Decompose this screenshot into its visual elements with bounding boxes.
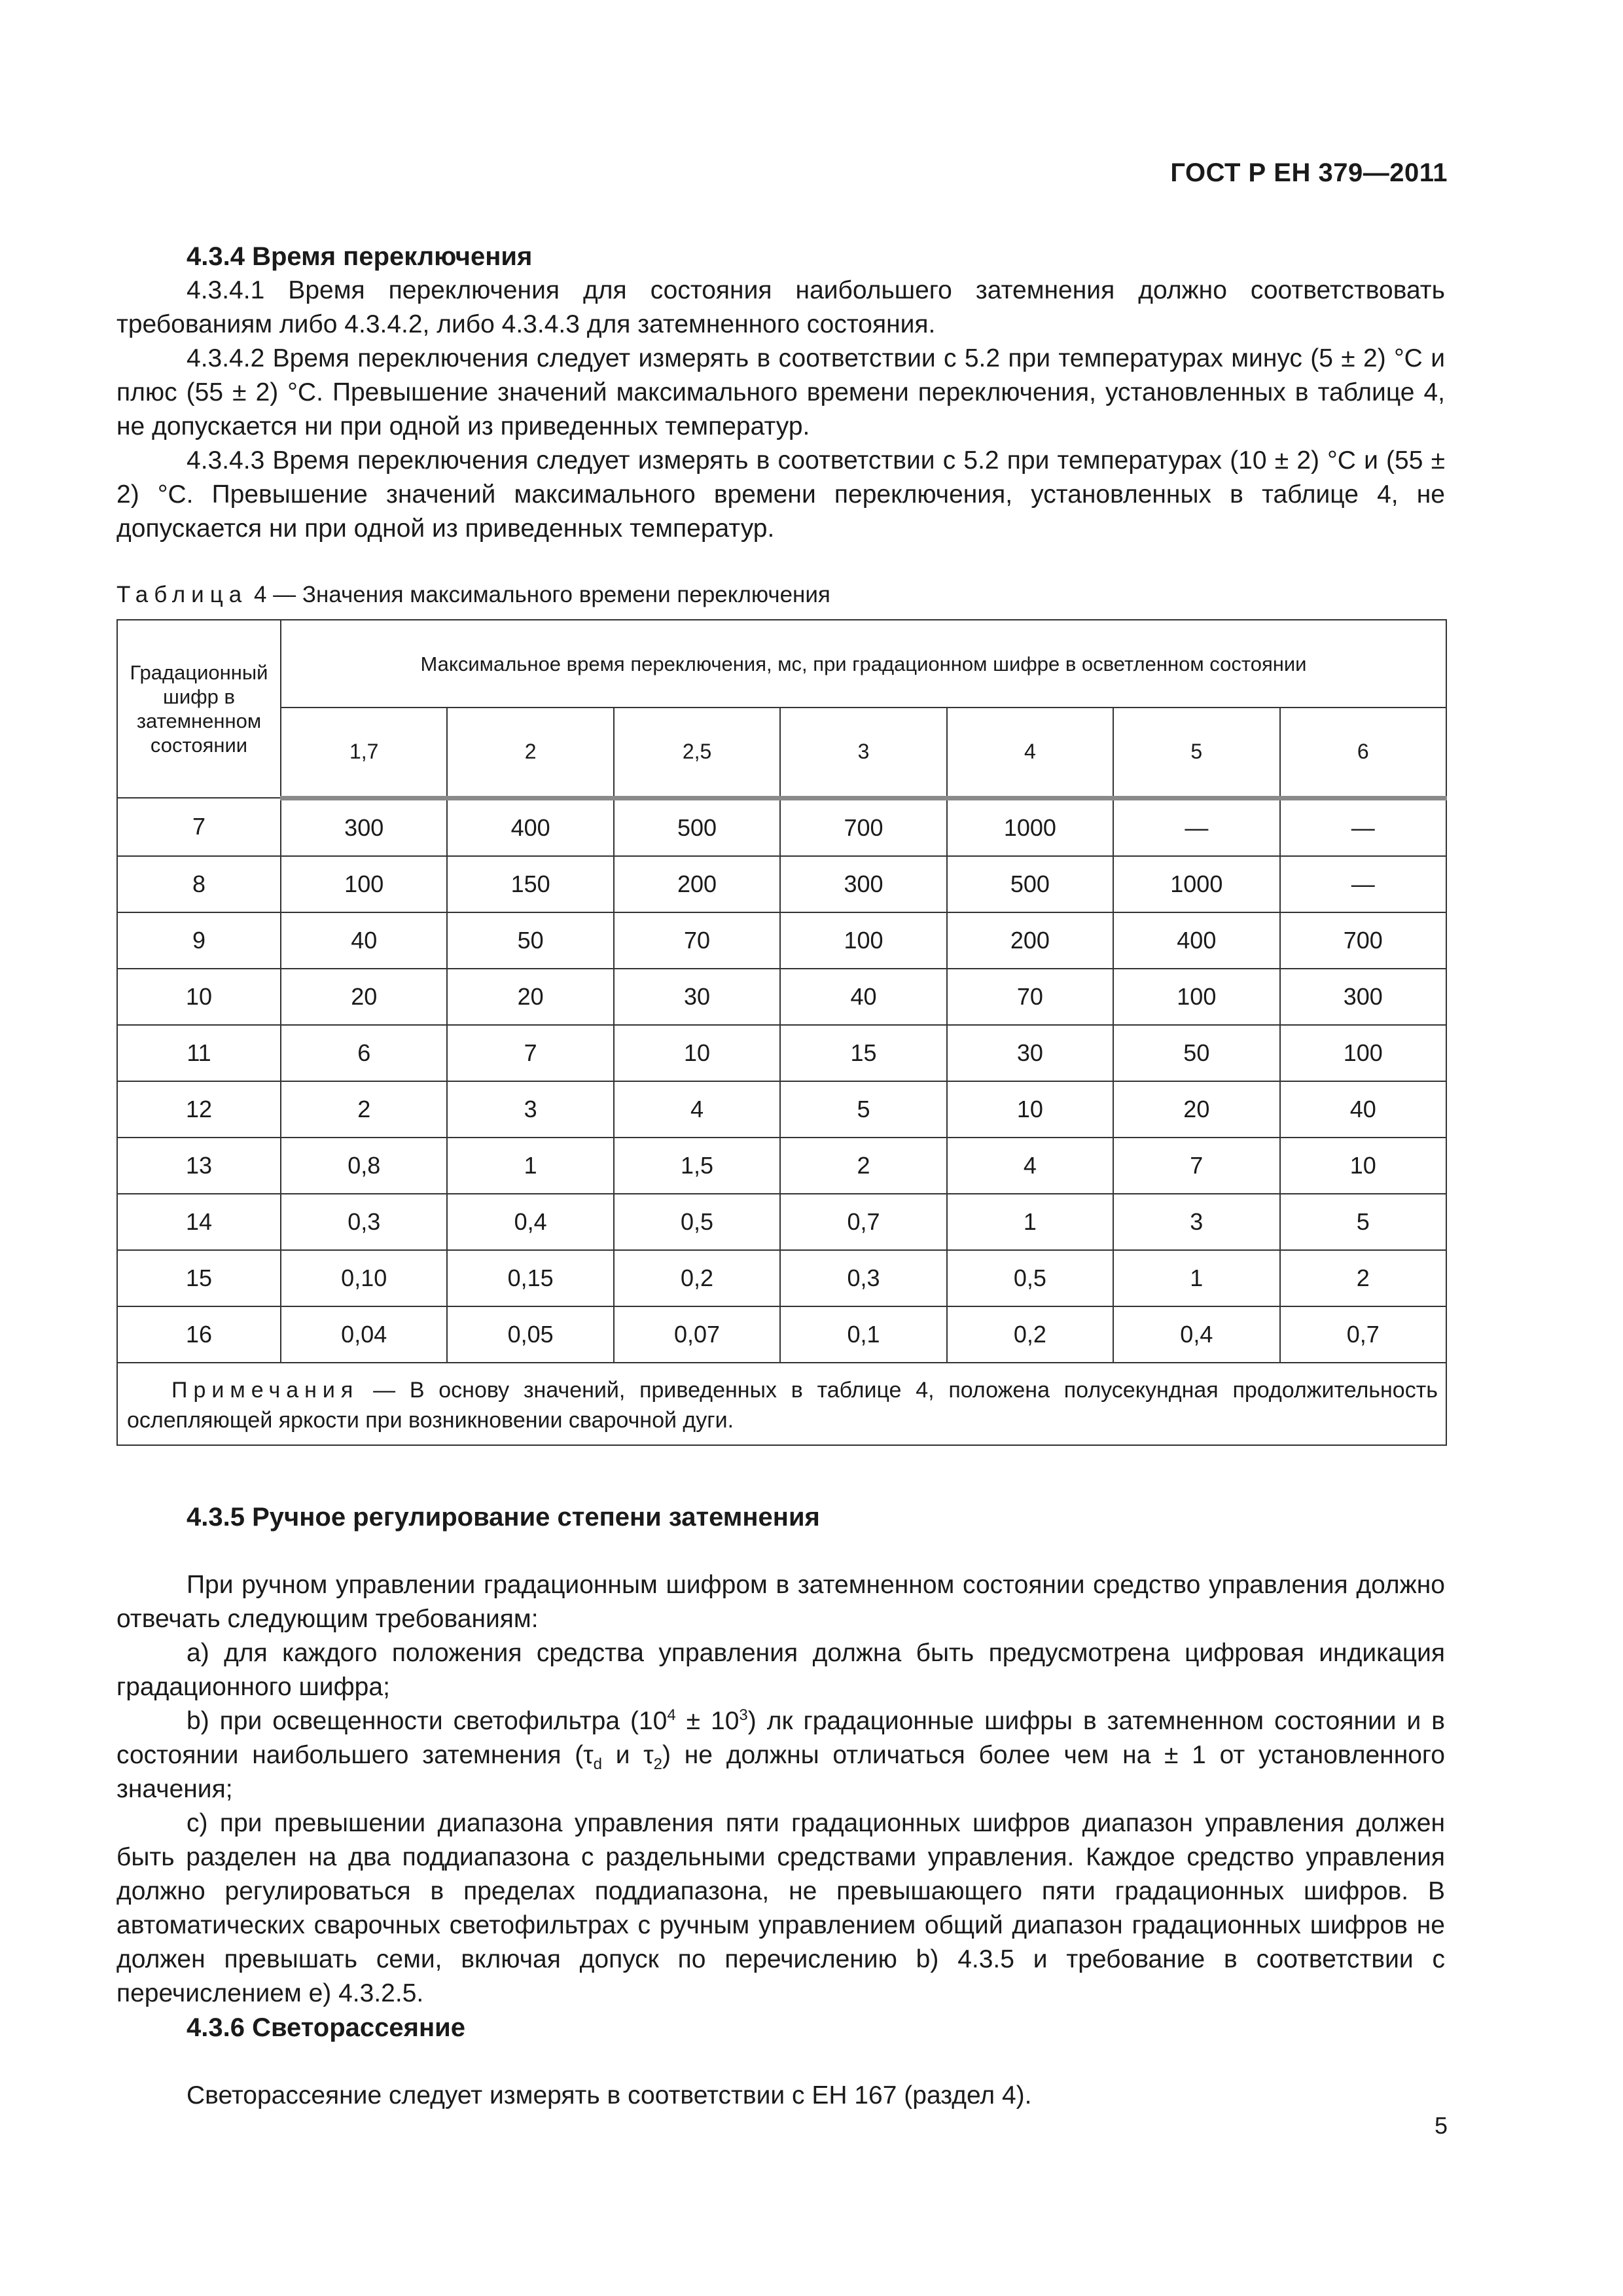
- table-cell: 0,15: [447, 1250, 613, 1306]
- table-cell: 0,04: [281, 1306, 447, 1363]
- shade-cell: 11: [117, 1025, 281, 1081]
- table-cell: 3: [1113, 1194, 1279, 1250]
- table-cell: 1000: [1113, 856, 1279, 912]
- shade-cell: 8: [117, 856, 281, 912]
- table-cell: 1000: [947, 798, 1113, 856]
- table-caption-text: 4 — Значения максимального времени переключения: [247, 582, 830, 607]
- shade-cell: 15: [117, 1250, 281, 1306]
- table-row: [117, 1025, 1446, 1081]
- table-cell: 3: [447, 1081, 613, 1138]
- column-header: 4: [947, 708, 1113, 798]
- column-header: 1,7: [281, 708, 447, 798]
- table-cell: 4: [947, 1138, 1113, 1194]
- table-cell: 30: [614, 969, 780, 1025]
- table-row: [117, 1081, 1446, 1138]
- row-header-shade: Градационный шифр в затемненном состоянии: [117, 620, 281, 798]
- shade-cell: 16: [117, 1306, 281, 1363]
- table-cell: 5: [1280, 1194, 1446, 1250]
- table-cell: —: [1280, 856, 1446, 912]
- text-fragment: ) не должны отличаться более чем на ± 1 от установленного значения;: [116, 1741, 1445, 1803]
- page-number: 5: [1434, 2112, 1448, 2139]
- shade-cell: 12: [117, 1081, 281, 1138]
- subscript: 2: [653, 1755, 663, 1773]
- table-cell: 6: [281, 1025, 447, 1081]
- column-header: 2,5: [614, 708, 780, 798]
- table-cell: 1: [1113, 1250, 1279, 1306]
- table-cell: 2: [281, 1081, 447, 1138]
- table-caption: [116, 581, 830, 609]
- table-cell: 300: [1280, 969, 1446, 1025]
- list-item-b: [116, 1704, 1445, 1806]
- column-group-header: Максимальное время переключения, мс, при градационном шифре в осветленном состоянии: [281, 620, 1446, 708]
- table-cell: 20: [447, 969, 613, 1025]
- superscript: 4: [667, 1706, 676, 1724]
- shade-cell: 7: [117, 798, 281, 856]
- shade-cell: 13: [117, 1138, 281, 1194]
- table-row: [117, 1306, 1446, 1363]
- table-cell: 70: [947, 969, 1113, 1025]
- table-cell: 10: [947, 1081, 1113, 1138]
- table-cell: 5: [780, 1081, 946, 1138]
- table-cell: 0,2: [947, 1306, 1113, 1363]
- table-cell: 0,07: [614, 1306, 780, 1363]
- shade-cell: 10: [117, 969, 281, 1025]
- table-cell: 20: [281, 969, 447, 1025]
- table-cell: 0,4: [447, 1194, 613, 1250]
- text-fragment: и τ: [602, 1741, 654, 1769]
- table-cell: 0,05: [447, 1306, 613, 1363]
- table-row: [117, 1250, 1446, 1306]
- table-cell: 40: [1280, 1081, 1446, 1138]
- table-cell: 1,5: [614, 1138, 780, 1194]
- table-row: [117, 856, 1446, 912]
- column-header: 5: [1113, 708, 1279, 798]
- table-caption-word: Таблица: [116, 582, 248, 607]
- subscript: d: [593, 1755, 603, 1773]
- section-title: 4.3.5 Ручное регулирование степени затемнения: [187, 1503, 820, 1532]
- table-cell: 50: [1113, 1025, 1279, 1081]
- table-row: [117, 1138, 1446, 1194]
- table-cell: 100: [1113, 969, 1279, 1025]
- table-cell: 0,8: [281, 1138, 447, 1194]
- table-cell: 0,5: [947, 1250, 1113, 1306]
- text-fragment: ) лк градационные шифры в затемненном состоянии и в состоянии наибольшего затемнения (τ: [116, 1707, 1445, 1769]
- table-cell: 100: [281, 856, 447, 912]
- table-cell: 30: [947, 1025, 1113, 1081]
- table-cell: 200: [614, 856, 780, 912]
- section-4-3-5: [116, 1500, 1445, 2113]
- table-cell: 700: [780, 798, 946, 856]
- table-cell: 200: [947, 912, 1113, 969]
- shade-cell: 9: [117, 912, 281, 969]
- note-word: Примечания: [171, 1377, 359, 1403]
- table-cell: —: [1113, 798, 1279, 856]
- table-cell: 0,1: [780, 1306, 946, 1363]
- table-cell: 400: [1113, 912, 1279, 969]
- table-row: [117, 798, 1446, 856]
- table-cell: 0,2: [614, 1250, 780, 1306]
- section-4-3-4: [116, 240, 1445, 546]
- table-cell: 0,10: [281, 1250, 447, 1306]
- text-fragment: b) при освещенности светофильтра (10: [187, 1707, 668, 1735]
- table-note: [117, 1363, 1446, 1445]
- table-cell: 15: [780, 1025, 946, 1081]
- table-cell: 0,4: [1113, 1306, 1279, 1363]
- text-fragment: ± 10: [675, 1707, 740, 1735]
- table-cell: 500: [947, 856, 1113, 912]
- table-cell: 0,5: [614, 1194, 780, 1250]
- column-header: 2: [447, 708, 613, 798]
- table-cell: 0,7: [1280, 1306, 1446, 1363]
- table-cell: 300: [281, 798, 447, 856]
- list-item-c: c) при превышении диапазона управления пяти градационных шифров диапазон управления должен быть разделен на два поддиапазона с раздельными средствами управления. Каждое средство управления должно регулироваться в пределах поддиапазона, не превышающего пяти градационных шифров. В автоматических сварочных светофильтрах с ручным управлением общий диапазон градационных шифров не должен превышать семи, включая допуск по перечислению b) 4.3.5 и требование в соответствии с перечислением e) 4.3.2.5.: [116, 1809, 1445, 2007]
- table-cell: 150: [447, 856, 613, 912]
- table-cell: 10: [614, 1025, 780, 1081]
- table-cell: —: [1280, 798, 1446, 856]
- table-cell: 0,7: [780, 1194, 946, 1250]
- table-cell: 100: [780, 912, 946, 969]
- table-row: [117, 969, 1446, 1025]
- section-title: 4.3.4 Время переключения: [187, 242, 533, 271]
- table-row: [117, 1194, 1446, 1250]
- column-header-row: [117, 708, 1446, 798]
- superscript: 3: [739, 1706, 748, 1724]
- table-cell: 100: [1280, 1025, 1446, 1081]
- column-header: 6: [1280, 708, 1446, 798]
- table-cell: 1: [447, 1138, 613, 1194]
- paragraph-4-3-4-3: 4.3.4.3 Время переключения следует измерять в соответствии с 5.2 при температурах (10 ± 2) °С и (55 ± 2) °С. Превышение значений максимального времени переключения, установленных в таблице 4, не допускается ни при одной из приведенных температур.: [116, 446, 1445, 543]
- column-header: 3: [780, 708, 946, 798]
- paragraph-4-3-4-2: 4.3.4.2 Время переключения следует измерять в соответствии с 5.2 при температурах минус (5 ± 2) °С и плюс (55 ± 2) °С. Превышение значений максимального времени переключения, установленных в таблице 4, не допускается ни при одной из приведенных температур.: [116, 344, 1445, 440]
- list-item-a: a) для каждого положения средства управления должна быть предусмотрена цифровая индикация градационного шифра;: [116, 1639, 1445, 1701]
- table-cell: 40: [780, 969, 946, 1025]
- table-cell: 300: [780, 856, 946, 912]
- table-cell: 1: [947, 1194, 1113, 1250]
- table-cell: 40: [281, 912, 447, 969]
- table-cell: 70: [614, 912, 780, 969]
- paragraph-4-3-4-1: 4.3.4.1 Время переключения для состояния наибольшего затемнения должно соответствовать требованиям либо 4.3.4.2, либо 4.3.4.3 для затемненного состояния.: [116, 276, 1445, 338]
- table-row: [117, 912, 1446, 969]
- shade-cell: 14: [117, 1194, 281, 1250]
- section-4-3-6-title: 4.3.6 Светорассеяние: [187, 2013, 465, 2042]
- table-cell: 20: [1113, 1081, 1279, 1138]
- table-cell: 7: [447, 1025, 613, 1081]
- table-cell: 0,3: [780, 1250, 946, 1306]
- note-text: — В основу значений, приведенных в таблице 4, положена полусекундная продолжительность ослепляющей яркости при возникновении сварочной дуги.: [127, 1377, 1438, 1433]
- table-body: [117, 798, 1446, 1363]
- table-cell: 0,3: [281, 1194, 447, 1250]
- table-cell: 500: [614, 798, 780, 856]
- document-code: ГОСТ Р ЕН 379—2011: [1170, 158, 1448, 187]
- table-cell: 700: [1280, 912, 1446, 969]
- table-cell: 2: [1280, 1250, 1446, 1306]
- table-cell: 7: [1113, 1138, 1279, 1194]
- table-cell: 4: [614, 1081, 780, 1138]
- section-4-3-6-text: Светорассеяние следует измерять в соответствии с ЕН 167 (раздел 4).: [187, 2081, 1032, 2109]
- table-cell: 10: [1280, 1138, 1446, 1194]
- section-intro: При ручном управлении градационным шифром в затемненном состоянии средство управления должно отвечать следующим требованиям:: [116, 1571, 1445, 1633]
- table-cell: 2: [780, 1138, 946, 1194]
- table-cell: 50: [447, 912, 613, 969]
- switching-time-table: [116, 619, 1447, 1446]
- table-cell: 400: [447, 798, 613, 856]
